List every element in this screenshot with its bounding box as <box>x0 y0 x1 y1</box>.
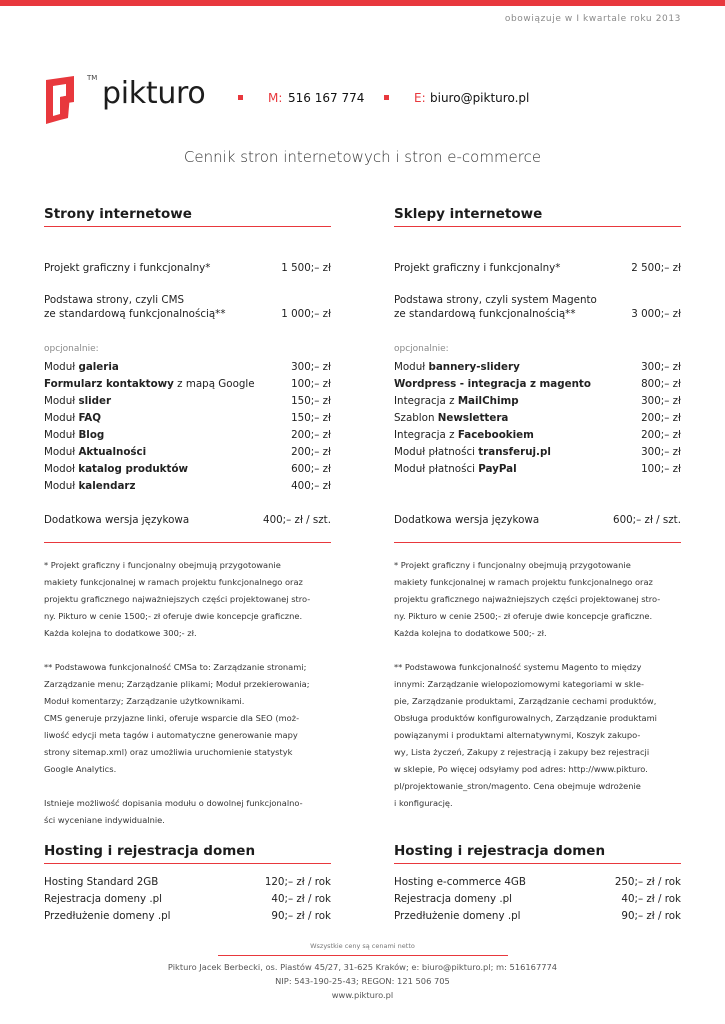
divider <box>44 542 331 543</box>
phone-number[interactable]: 516 167 774 <box>288 91 365 105</box>
footnote-project: * Projekt graficzny i funcjonalny obejmują przygotowanie makiety funkcjonalnej w ramach projektu funkcjonalnego oraz projektu graficznego najważniejszych części projektowanej stro- ny. Pikturo w cenie 1500;- zł oferuje dwie koncepcje graficzne. Każda kolejna to dodatkowe 300;- zł. <box>44 560 311 638</box>
net-prices-note: Wszystkie ceny są cenami netto <box>310 942 415 950</box>
page-title: Cennik stron internetowych i stron e-commerce <box>183 148 542 166</box>
email-label: E: <box>414 91 426 105</box>
divider <box>44 226 331 227</box>
hosting-heading: Hosting i rejestracja domen <box>394 843 606 859</box>
divider <box>44 863 331 864</box>
email-address[interactable]: biuro@pikturo.pl <box>430 91 530 105</box>
phone-label: M: <box>268 91 283 105</box>
optional-label: opcjonalnie: <box>44 344 99 354</box>
trademark-mark: TM <box>87 74 98 82</box>
divider <box>394 542 681 543</box>
pikturo-logo-icon <box>44 74 88 126</box>
bullet-icon <box>384 95 389 100</box>
logo-wordmark: pikturo <box>102 76 206 111</box>
top-accent-bar <box>0 0 725 6</box>
footer-tax-ids: NIP: 543-190-25-43; REGON: 121 506 705 <box>275 976 450 986</box>
footer-website-link[interactable]: www.pikturo.pl <box>331 990 394 1000</box>
optional-label: opcjonalnie: <box>394 344 449 354</box>
divider <box>394 226 681 227</box>
footnote-custom: Istnieje możliwość dopisania modułu o dowolnej funkcjonalno- ści wyceniane indywidualnie. <box>44 798 303 825</box>
bullet-icon <box>238 95 243 100</box>
footnote-cms: ** Podstawowa funkcjonalność CMSa to: Zarządzanie stronami; Zarządzanie menu; Zarządzanie plikami; Moduł przekierowania; Moduł komentarzy; Zarządzanie użytkownikami. CMS generuje przyjazne linki, oferuje wsparcie dla SEO (moż- liwość edycji meta tagów i automatyczne generowanie mapy strony sitemap.xml) oraz umożliwia uruchomienie statystyk Google Analytics. <box>44 662 310 774</box>
divider <box>394 863 681 864</box>
shops-heading: Sklepy internetowe <box>394 206 543 222</box>
hosting-heading: Hosting i rejestracja domen <box>44 843 256 859</box>
footnote-project: * Projekt graficzny i funcjonalny obejmują przygotowanie makiety funkcjonalnej w ramach projektu funkcjonalnego oraz projektu graficznego najważniejszych części projektowanej stro- ny. Pikturo w cenie 2500;- zł oferuje dwie koncepcje graficzne. Każda kolejna to dodatkowe 500;- zł. <box>394 560 661 638</box>
footer-address: Pikturo Jacek Berbecki, os. Piastów 45/27, 31-625 Kraków; e: biuro@pikturo.pl; m: 516167774 <box>167 962 558 972</box>
footnote-magento: ** Podstawowa funkcjonalność systemu Magento to między innymi: Zarządzanie wielopoziomowymi kategoriami w skle- pie, Zarządzanie produktami, Zarządzanie cechami produktów, Obsługa produktów konfigurowalnych, Zarządzanie produktami powiązanymi i produktami alternatywnymi, Koszyk zakupo- wy, Lista życzeń, Zakupy z rejestracją i zakupy bez rejestracji w sklepie, Po więcej odsyłamy pod adres: http://www.pikturo. pl/projektowanie_stron/magento. Cena obejmuje wdrożenie i konfigurację. <box>394 662 657 808</box>
pikturo-logo[interactable] <box>44 74 214 126</box>
footer-divider <box>218 955 508 956</box>
websites-heading: Strony internetowe <box>44 206 192 222</box>
validity-note: obowiązuje w I kwartale roku 2013 <box>504 14 681 24</box>
